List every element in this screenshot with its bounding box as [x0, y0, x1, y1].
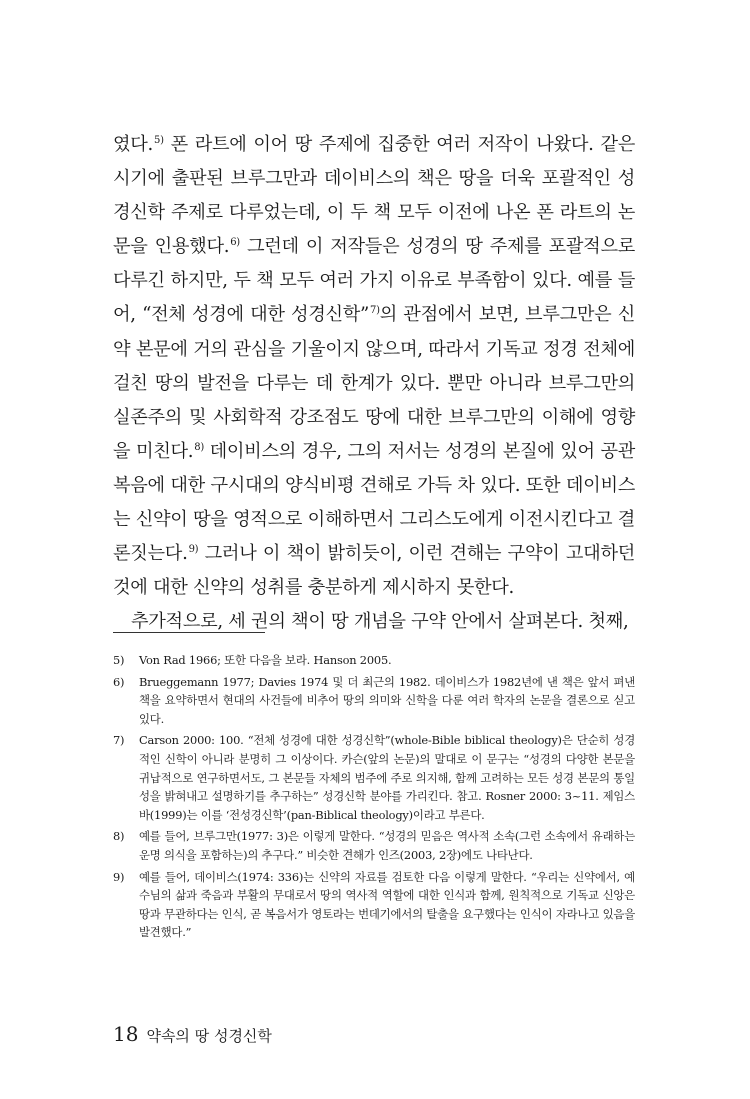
footnote-number: 5) [113, 653, 125, 667]
footnote-item [113, 827, 635, 864]
footnote-divider [113, 632, 265, 633]
footnote-item [113, 673, 635, 729]
page-number: 18 [113, 1022, 139, 1046]
footnote-marker: 9) [188, 544, 199, 556]
footnote-text: Brueggemann 1977; Davies 1974 및 더 최근의 1982. 데이비스가 1982년에 낸 책은 앞서 펴낸 책을 요약하면서 현대의 사건들에 비추어 땅의 의미와 신학을 다룬 여러 학자의 논문을 결론으로 싣고 있다. [139, 674, 635, 726]
footnote-item [113, 868, 635, 942]
body-text-segment: 그러나 이 책이 밝히듯이, 이런 견해는 구약이 고대하던 것에 대한 신약의 성취를 충분하게 제시하지 못한다. [113, 543, 635, 599]
footnotes-section [113, 651, 635, 945]
page-footer [113, 1022, 272, 1046]
footnote-item [113, 731, 635, 824]
main-body-text [113, 128, 635, 639]
body-text-segment: 추가적으로, 세 권의 책이 땅 개념을 구약 안에서 살펴본다. 첫째, [131, 611, 629, 633]
body-paragraph [113, 605, 635, 639]
footnote-marker: 5) [154, 135, 164, 146]
footnote-text: 예를 들어, 브루그만(1977: 3)은 이렇게 말한다. “성경의 믿음은 역사적 소속(그런 소속에서 유래하는 운명 의식을 포함하는)의 추구다.” 비슷한 견해가 인즈(2003, 2장)에도 나타난다. [139, 829, 635, 862]
footnote-text: 예를 들어, 데이비스(1974: 336)는 신약의 자료를 검토한 다음 이렇게 말한다. “우리는 신약에서, 예수님의 삶과 죽음과 부활의 무대로서 땅의 역사적 역할에 대한 인식과 함께, 원칙적으로 기독교 신앙은 땅과 무관하다는 인식, 곧 복음서가 영토라는 번데기에서의 탈출을 요구했다는 인식이 자라나고 있음을 발견했다.” [139, 869, 635, 940]
footnote-marker: 8) [194, 441, 204, 453]
body-text-segment: 그런데 이 저작들은 성경의 땅 주제를 포괄적으로 다루긴 하지만, 두 책 모두 여러 가지 이유로 부족함이 있다. 예를 들어, “전체 성경에 대한 성경신학” [113, 236, 635, 326]
footnote-item [113, 651, 635, 670]
body-text-segment: 였다. [113, 134, 154, 155]
body-paragraph [113, 128, 635, 605]
body-text-segment: 데이비스의 경우, 그의 저서는 성경의 본질에 있어 공관복음에 대한 구시대의 양식비평 견해로 가득 차 있다. 또한 데이비스는 신약이 땅을 영적으로 이해하면서 그리스도에게 이전시킨다고 결론짓는다. [113, 440, 635, 565]
footnote-text: Carson 2000: 100. “전체 성경에 대한 성경신학”(whole-Bible biblical theology)은 단순히 성경적인 신학이 아니라 분명히 그 이상이다. 카슨(앞의 논문)의 말대로 이 문구는 “성경의 다양한 본문을 귀납적으로 연구하면서도, 그 본문들 자체의 범주에 주로 의지해, 함께 고려하는 모든 성경 본문의 통일성을 밝혀내고 설명하기를 추구하는” 성경신학 분야를 가리킨다. 참고. Rosner 2000: 3~11. 제임스 바(1999)는 이를 ‘전성경신학’(pan-Biblical theology)이라고 부른다. [139, 733, 635, 822]
footnote-number: 9) [113, 869, 125, 884]
running-book-title: 약속의 땅 성경신학 [146, 1027, 272, 1045]
footnote-text: Von Rad 1966; 또한 다음을 보라. Hanson 2005. [139, 653, 392, 667]
footnote-number: 6) [113, 674, 125, 689]
footnote-marker: 6) [230, 237, 240, 249]
body-text-segment: 의 관점에서 보면, 브루그만은 신약 본문에 거의 관심을 기울이지 않으며, 따라서 기독교 정경 전체에 걸친 땅의 발전을 다루는 데 한계가 있다. 뿐만 아니라 브루그만의 실존주의 및 사회학적 강조점도 땅에 대한 브루그만의 이해에 영향을 미친다. [113, 304, 635, 462]
footnote-marker: 7) [370, 305, 380, 317]
body-text-segment: 폰 라트에 이어 땅 주제에 집중한 여러 저작이 나왔다. 같은 시기에 출판된 브루그만과 데이비스의 책은 땅을 더욱 포괄적인 성경신학 주제로 다루었는데, 이 두 책 모두 이전에 나온 폰 라트의 논문을 인용했다. [113, 134, 635, 258]
footnote-number: 7) [113, 733, 125, 748]
footnote-number: 8) [113, 829, 125, 844]
